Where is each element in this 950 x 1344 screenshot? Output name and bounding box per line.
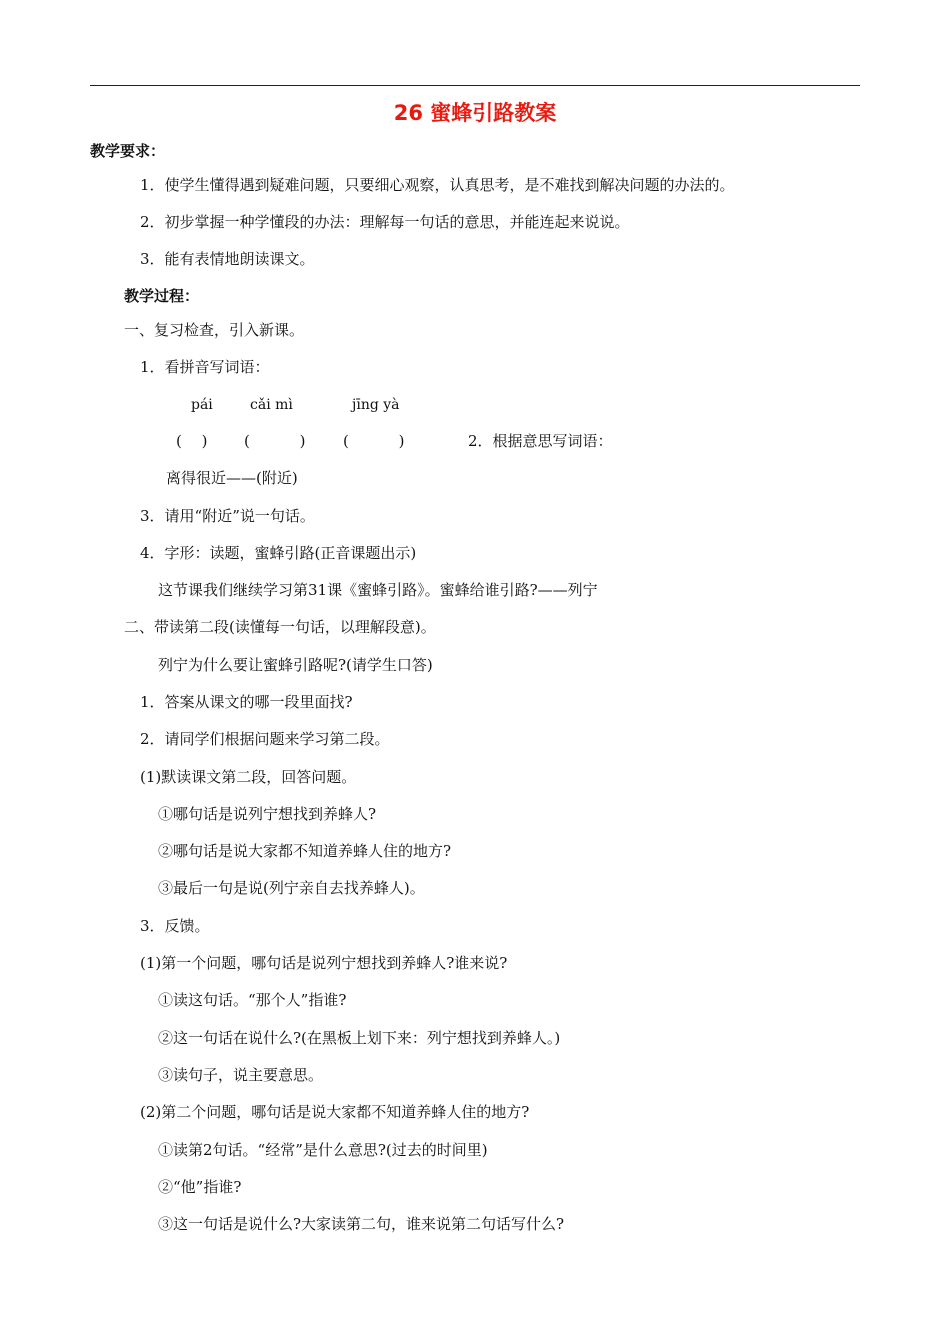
requirement-item: 2．初步掌握一种学懂段的办法：理解每一句话的意思，并能连起来说说。 xyxy=(140,213,630,231)
point-item: ②哪句话是说大家都不知道养蜂人住的地方? xyxy=(158,842,452,860)
list-item: 1．答案从课文的哪一段里面找? xyxy=(140,693,353,711)
list-item: 3．反馈。 xyxy=(140,917,210,935)
section-title: 一、复习检查，引入新课。 xyxy=(124,321,305,339)
point-item: ①读第2句话。“经常”是什么意思?(过去的时间里) xyxy=(158,1141,488,1159)
paragraph: 这节课我们继续学习第31课《蜜蜂引路》。蜜蜂给谁引路?——列宁 xyxy=(158,581,598,599)
list-item: 2．请同学们根据问题来学习第二段。 xyxy=(140,730,390,748)
list-item: 1．看拼音写词语： xyxy=(140,358,270,376)
paragraph: 列宁为什么要让蜜蜂引路呢?(请学生口答) xyxy=(158,656,433,674)
pinyin-word: pái xyxy=(191,397,213,413)
answer-blank: ( ) xyxy=(176,432,208,450)
heading-requirements: 教学要求： xyxy=(90,142,166,160)
point-item: ①读这句话。“那个人”指谁? xyxy=(158,991,347,1009)
section-title: 二、带读第二段(读懂每一句话，以理解段意)。 xyxy=(124,618,436,636)
answer-blank: ( ) xyxy=(343,432,405,450)
pinyin-word: cǎi mì xyxy=(250,397,293,413)
point-item: ③最后一句是说(列宁亲自去找养蜂人)。 xyxy=(158,879,425,897)
list-item: 3．请用“附近”说一句话。 xyxy=(140,507,315,525)
meaning-line: 离得很近——(附近) xyxy=(166,469,298,487)
point-item: ①哪句话是说列宁想找到养蜂人? xyxy=(158,805,377,823)
point-item: ②这一句话在说什么?(在黑板上划下来：列宁想找到养蜂人。) xyxy=(158,1029,561,1047)
sub-item: (1)第一个问题，哪句话是说列宁想找到养蜂人?谁来说? xyxy=(140,954,508,972)
sub-item: (2)第二个问题，哪句话是说大家都不知道养蜂人住的地方? xyxy=(140,1103,530,1121)
header-rule xyxy=(90,85,860,86)
list-item: 4．字形：读题，蜜蜂引路(正音课题出示) xyxy=(140,544,417,562)
point-item: ③读句子，说主要意思。 xyxy=(158,1066,324,1084)
point-item: ②“他”指谁? xyxy=(158,1178,242,1196)
requirement-item: 1．使学生懂得遇到疑难问题，只要细心观察，认真思考，是不难找到解决问题的办法的。 xyxy=(140,176,735,194)
pinyin-word: jīng yà xyxy=(352,397,400,413)
heading-process: 教学过程： xyxy=(124,287,200,305)
point-item: ③这一句话是说什么?大家读第二句，谁来说第二句话写什么? xyxy=(158,1215,565,1233)
list-item: 2．根据意思写词语： xyxy=(468,432,613,450)
answer-blank: ( ) xyxy=(244,432,306,450)
requirement-item: 3．能有表情地朗读课文。 xyxy=(140,250,315,268)
page-title: 26 蜜蜂引路教案 xyxy=(393,101,557,125)
sub-item: (1)默读课文第二段，回答问题。 xyxy=(140,768,357,786)
